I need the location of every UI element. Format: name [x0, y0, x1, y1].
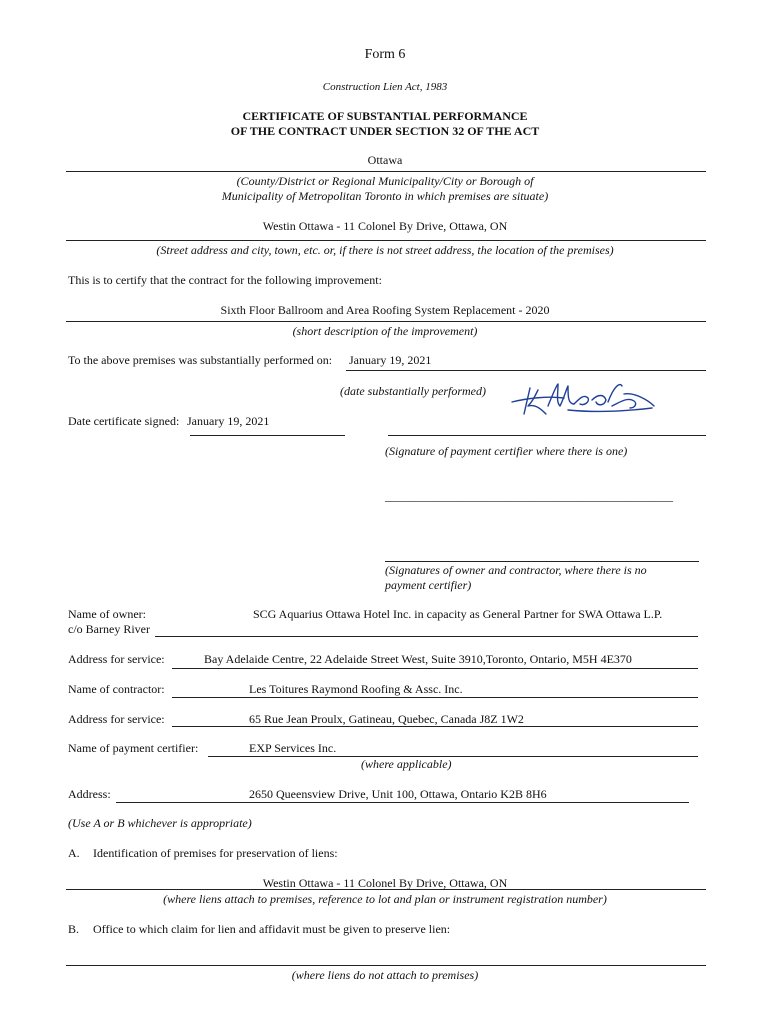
certifier-value: EXP Services Inc.	[249, 741, 337, 755]
location-line	[66, 171, 706, 172]
certifier-address-label: Address:	[68, 787, 111, 801]
signed-date: January 19, 2021	[187, 414, 270, 428]
certifier-address-line	[116, 802, 689, 803]
improvement-line	[66, 321, 706, 322]
signed-label: Date certificate signed:	[68, 414, 180, 428]
street-value: Westin Ottawa - 11 Colonel By Drive, Ottawa, ON	[262, 219, 508, 233]
owner-address-label: Address for service:	[68, 652, 165, 666]
option-a-caption: (where liens attach to premises, reference to lot and plan or instrument registration number)	[163, 892, 607, 906]
owner-contractor-caption-1: (Signatures of owner and contractor, where there is no	[385, 563, 647, 577]
option-a-line	[66, 889, 706, 890]
location-value: Ottawa	[367, 153, 403, 167]
contractor-label: Name of contractor:	[68, 682, 165, 696]
performed-label: To the above premises was substantially performed on:	[68, 353, 333, 367]
title-line-1: CERTIFICATE OF SUBSTANTIAL PERFORMANCE	[242, 109, 528, 123]
contractor-value: Les Toitures Raymond Roofing & Assc. Inc.	[249, 682, 463, 696]
payment-certifier-caption: (Signature of payment certifier where there is one)	[385, 444, 628, 458]
certifier-address-value: 2650 Queensview Drive, Unit 100, Ottawa, Ontario K2B 8H6	[249, 787, 547, 801]
option-b-caption: (where liens do not attach to premises)	[291, 968, 479, 982]
option-a-letter: A.	[68, 846, 80, 860]
street-caption: (Street address and city, town, etc. or, if there is not street address, the location of the premises)	[156, 243, 614, 257]
contractor-line	[172, 697, 698, 698]
title-line-2: OF THE CONTRACT UNDER SECTION 32 OF THE ACT	[230, 124, 540, 138]
blank-signature-line: ________________________________________________	[385, 489, 673, 503]
certify-intro: This is to certify that the contract for the following improvement:	[68, 273, 382, 287]
owner-contractor-caption-2: payment certifier)	[385, 578, 472, 592]
option-b-letter: B.	[68, 922, 80, 936]
option-a-text: Identification of premises for preservation of liens:	[93, 846, 338, 860]
owner-address-value: Bay Adelaide Centre, 22 Adelaide Street West, Suite 3910,Toronto, Ontario, M5H 4E370	[204, 652, 632, 666]
signed-date-line	[190, 435, 345, 436]
form-number: Form 6	[364, 47, 406, 62]
certifier-label: Name of payment certifier:	[68, 741, 199, 755]
location-caption-1: (County/District or Regional Municipality/City or Borough of	[236, 174, 534, 188]
street-line	[66, 240, 706, 241]
use-note: (Use A or B whichever is appropriate)	[68, 816, 252, 830]
payment-certifier-signature-line	[388, 435, 706, 436]
option-a-value: Westin Ottawa - 11 Colonel By Drive, Ottawa, ON	[262, 876, 508, 890]
owner-value: SCG Aquarius Ottawa Hotel Inc. in capacity as General Partner for SWA Ottawa L.P.	[253, 607, 663, 621]
contractor-address-value: 65 Rue Jean Proulx, Gatineau, Quebec, Canada J8Z 1W2	[249, 712, 524, 726]
owner-contractor-signature-line	[385, 561, 699, 562]
act-name: Construction Lien Act, 1983	[322, 81, 448, 93]
contractor-address-label: Address for service:	[68, 712, 165, 726]
performed-caption: (date substantially performed)	[340, 384, 486, 398]
option-b-line	[66, 965, 706, 966]
owner-label: Name of owner:	[68, 607, 146, 621]
performed-line	[346, 370, 706, 371]
improvement-value: Sixth Floor Ballroom and Area Roofing System Replacement - 2020	[220, 303, 550, 317]
certifier-line	[208, 756, 698, 757]
certifier-caption: (where applicable)	[361, 757, 452, 771]
owner-line	[155, 636, 698, 637]
signature-icon	[508, 376, 658, 420]
owner-care-of: c/o Barney River	[68, 622, 150, 636]
option-b-text: Office to which claim for lien and affidavit must be given to preserve lien:	[93, 922, 451, 936]
performed-date: January 19, 2021	[349, 353, 432, 367]
improvement-caption: (short description of the improvement)	[292, 324, 478, 338]
location-caption-2: Municipality of Metropolitan Toronto in which premises are situate)	[221, 189, 549, 203]
contractor-address-line	[172, 726, 698, 727]
owner-address-line	[172, 668, 698, 669]
